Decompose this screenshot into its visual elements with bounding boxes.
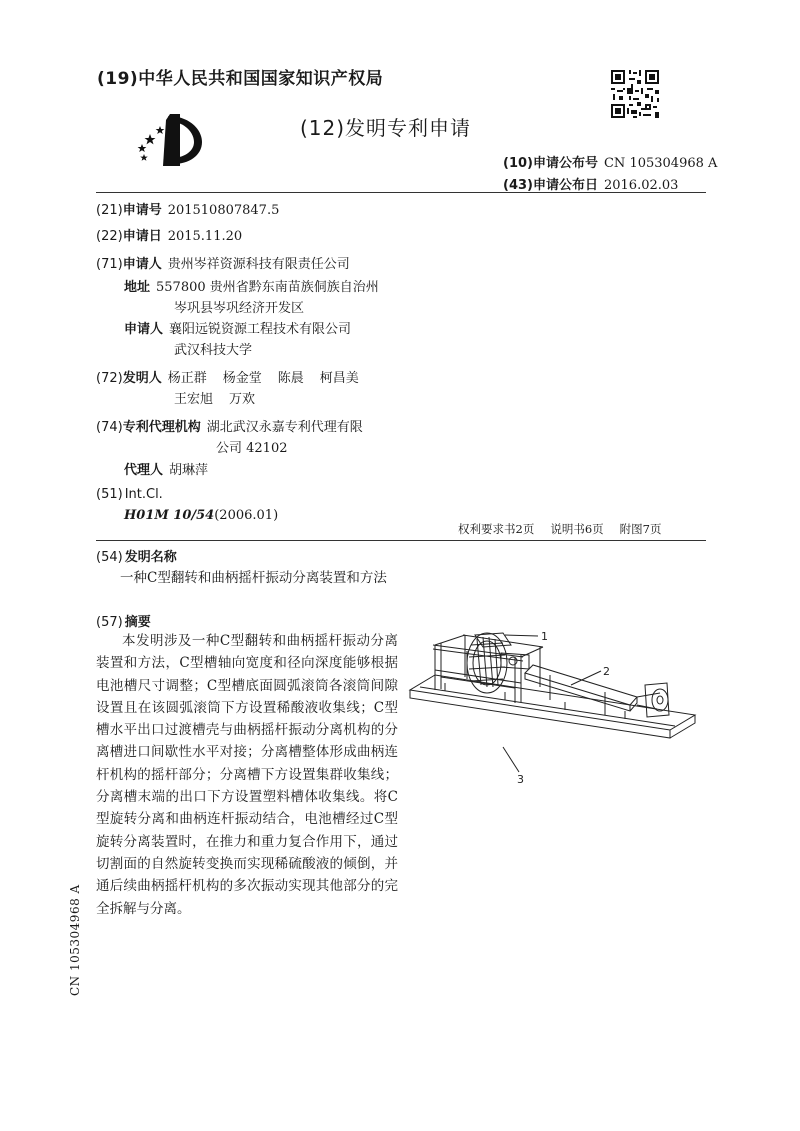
header-divider (96, 192, 706, 193)
inventor-row (96, 367, 359, 386)
title-label: 发明名称 (124, 550, 177, 565)
address-line: 岑巩县岑巩经济开发区 (174, 301, 305, 316)
office-name: (19)中华人民共和国国家知识产权局 (97, 69, 384, 89)
inventor-row (174, 388, 255, 407)
publication-date-row (503, 174, 678, 193)
field-code: (22) (96, 229, 123, 244)
figure-label: 3 (517, 773, 524, 785)
field-code: (72) (96, 371, 123, 386)
cnipa-logo (130, 110, 208, 168)
abstract-heading (96, 611, 151, 630)
qr-code-icon (609, 68, 661, 120)
address-line: 557800 贵州省黔东南苗族侗族自治州 (156, 280, 379, 295)
figure-label: 1 (541, 630, 548, 643)
application-number-label: 申请号 (122, 203, 162, 218)
intcl-row (96, 487, 163, 502)
application-date-row (96, 225, 242, 244)
side-publication-code: CN 105304968 A (68, 884, 82, 996)
field-code: (54) (96, 550, 123, 565)
application-number: 201510807847.5 (167, 203, 280, 218)
intcl-version: (2006.01) (214, 508, 279, 523)
address-row (124, 276, 379, 295)
figure-label: 2 (603, 665, 610, 678)
agent-name: 胡琳萍 (169, 463, 209, 478)
applicant-name: 贵州岑祥资源科技有限责任公司 (167, 257, 350, 272)
field-code: (21) (96, 203, 123, 218)
field-code: (71) (96, 257, 123, 272)
application-date: 2015.11.20 (167, 229, 243, 244)
publication-date-label: (43)申请公布日 (503, 178, 598, 193)
inventor-name: 陈晨 (277, 371, 304, 386)
address-label: 地址 (124, 280, 151, 295)
biblio-divider (96, 540, 706, 541)
publication-date: 2016.02.03 (603, 178, 679, 193)
inventor-name: 王宏旭 (174, 392, 214, 407)
field-code: (57) (96, 615, 123, 630)
agency-name: 公司 42102 (216, 441, 288, 456)
intcl-class: H01M 10/54 (124, 508, 215, 523)
claims-pages: 权利要求书2页 (458, 522, 535, 536)
intcl-class-row (124, 508, 278, 523)
rocker-trough (525, 665, 637, 715)
star-icon (145, 134, 156, 144)
abstract-label: 摘要 (124, 615, 151, 630)
inventor-name: 万欢 (229, 392, 256, 407)
agency-name: 湖北武汉永嘉专利代理有限 (206, 420, 363, 435)
star-icon (156, 126, 165, 134)
inventor-name: 柯昌美 (319, 371, 359, 386)
technical-drawing (405, 615, 705, 785)
page-counts (458, 521, 677, 537)
inventor-name: 杨金堂 (222, 371, 262, 386)
applicant-name: 襄阳远锐资源工程技术有限公司 (169, 322, 352, 337)
applicant-row (124, 318, 351, 337)
field-code: (74) (96, 420, 123, 435)
c-drum (467, 633, 529, 693)
drawing-pages: 附图7页 (619, 522, 662, 536)
crank-assembly (637, 683, 669, 717)
inventor-name: 杨正群 (167, 371, 207, 386)
agency-label: 专利代理机构 (122, 420, 201, 435)
abstract-text: 本发明涉及一种C型翻转和曲柄摇杆振动分离装置和方法，C型槽轴向宽度和径向深度能够根据电池槽尺寸调整；C型槽底面圆弧滚筒各滚筒间隙设置且在该圆弧滚筒下方设置稀酸液收集线；C型槽水平出口过渡槽壳与曲柄摇杆振动分离机构的分离槽进口间歇性水平对接；分离槽整体形成曲柄连杆机构的摇杆部分；分离槽下方设置集群收集线；分离槽末端的出口下方设置塑料槽体收集线。将C型旋转分离和曲柄连杆振动结合，电池槽经过C型旋转分离装置时，在推力和重力复合作用下，通过切割面的自然旋转变换而实现稀硫酸液的倾倒，并通后续曲柄摇杆机构的多次振动实现其他部分的完全拆解与分离。 (96, 633, 398, 917)
title-heading (96, 546, 177, 565)
agent-label: 代理人 (124, 463, 164, 478)
application-number-row (96, 199, 279, 218)
publication-number: CN 105304968 A (603, 156, 718, 171)
star-icon (140, 154, 148, 161)
star-icon (138, 144, 147, 152)
inventor-label: 发明人 (122, 371, 162, 386)
agent-row (124, 459, 208, 478)
application-date-label: 申请日 (122, 229, 162, 244)
publication-number-label: (10)申请公布号 (503, 156, 598, 171)
field-code: (51) (96, 487, 123, 502)
invention-title: 一种C型翻转和曲柄摇杆振动分离装置和方法 (120, 570, 387, 586)
description-pages: 说明书6页 (550, 522, 604, 536)
intcl-label: Int.Cl. (124, 487, 163, 502)
applicant-label: 申请人 (124, 322, 164, 337)
applicant-label: 申请人 (122, 257, 162, 272)
publication-number-row (503, 152, 717, 171)
document-type: (12)发明专利申请 (300, 116, 472, 140)
agency-row (96, 416, 363, 435)
applicant-row (96, 253, 350, 272)
leader-lines (503, 635, 601, 772)
applicant-name: 武汉科技大学 (174, 343, 253, 358)
